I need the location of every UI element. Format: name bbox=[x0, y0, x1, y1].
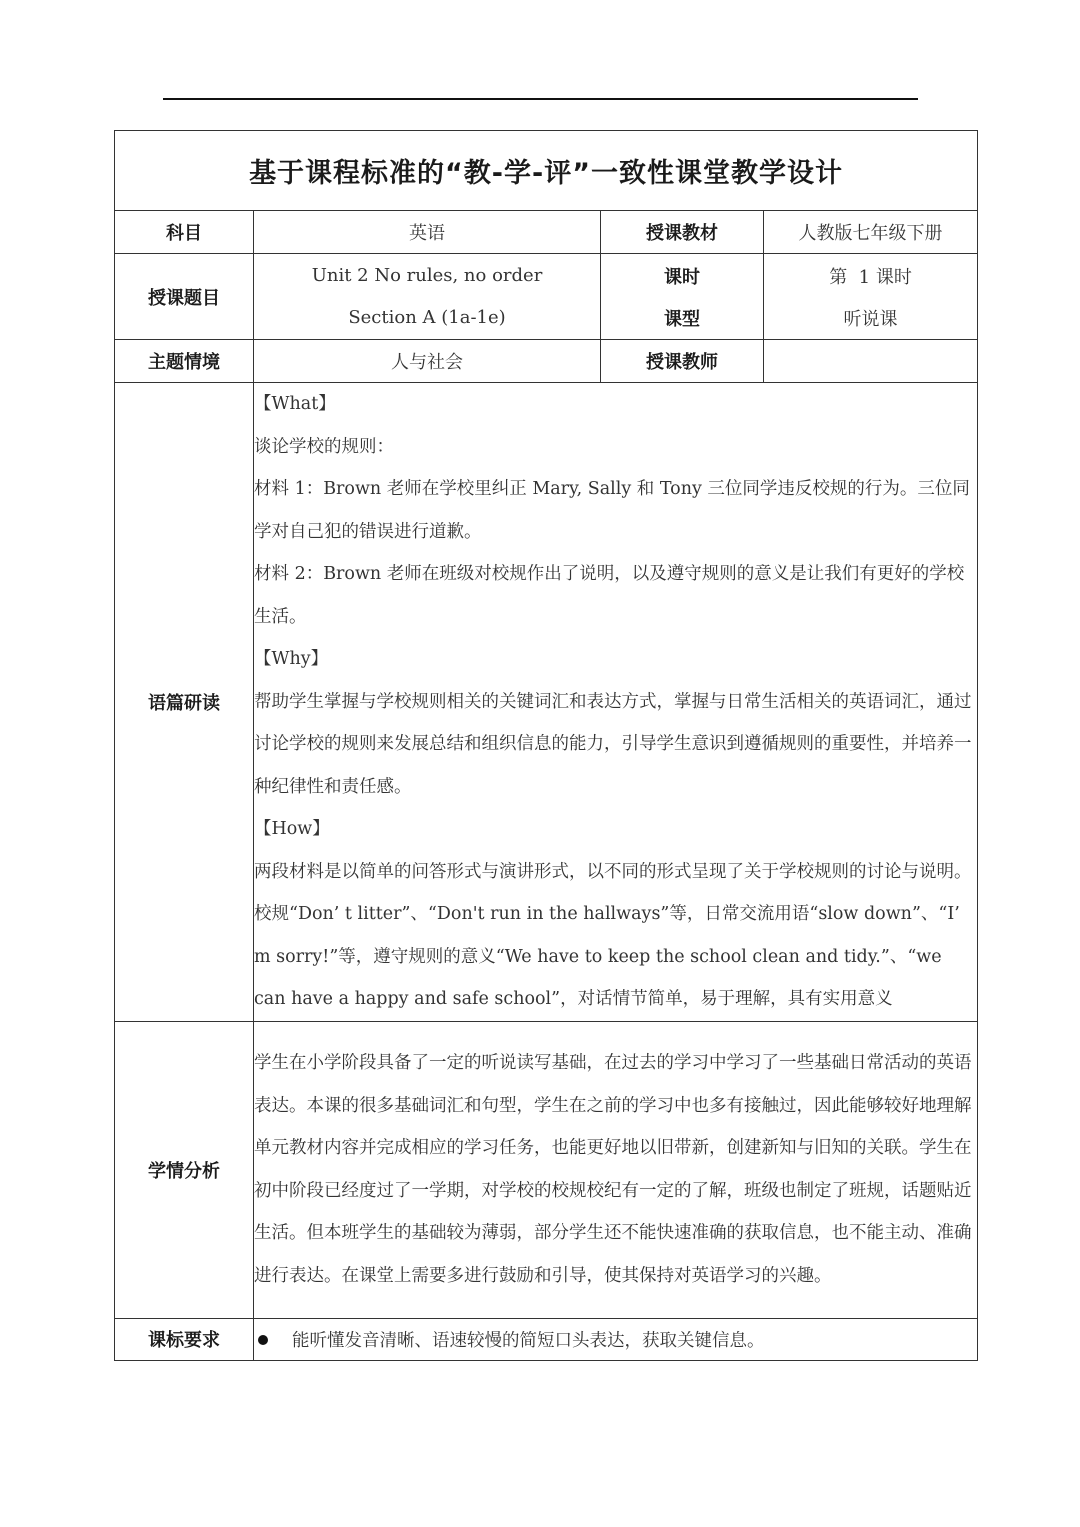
analysis-row bbox=[115, 1021, 978, 1318]
theme-label: 主题情境 bbox=[115, 340, 254, 383]
material-1: 材料 1：Brown 老师在学校里纠正 Mary, Sally 和 Tony 三位同学违反校规的行为。三位同学对自己犯的错误进行道歉。 bbox=[254, 479, 970, 542]
topic-row bbox=[115, 254, 978, 340]
subject-row bbox=[115, 211, 978, 254]
title-row bbox=[115, 131, 978, 211]
document-title: 基于课程标准的“教-学-评”一致性课堂教学设计 bbox=[115, 131, 978, 211]
standards-row bbox=[115, 1318, 978, 1360]
topic-value bbox=[254, 254, 601, 340]
period-value: 第 1 课时 bbox=[829, 266, 912, 288]
theme-value: 人与社会 bbox=[254, 340, 601, 383]
analysis-label: 学情分析 bbox=[115, 1021, 254, 1318]
topic-unit: Unit 2 No rules, no order bbox=[311, 265, 543, 286]
period-label: 课时 bbox=[664, 266, 700, 288]
standard-item: 能听懂发音清晰、语速较慢的简短口头表达，获取关键信息。 bbox=[292, 1330, 765, 1351]
what-heading: 【What】 bbox=[254, 394, 336, 414]
header-rule bbox=[163, 98, 918, 100]
what-intro: 谈论学校的规则： bbox=[254, 436, 394, 457]
how-heading: 【How】 bbox=[254, 819, 330, 839]
reading-label: 语篇研读 bbox=[115, 383, 254, 1022]
reading-content bbox=[254, 383, 978, 1022]
textbook-label: 授课教材 bbox=[601, 211, 764, 254]
subject-value: 英语 bbox=[254, 211, 601, 254]
period-type-labels bbox=[601, 254, 764, 340]
type-value: 听说课 bbox=[843, 308, 898, 330]
teacher-value bbox=[764, 340, 978, 383]
why-heading: 【Why】 bbox=[254, 649, 329, 669]
reading-row bbox=[115, 383, 978, 1022]
theme-row bbox=[115, 340, 978, 383]
subject-label: 科目 bbox=[115, 211, 254, 254]
analysis-text: 学生在小学阶段具备了一定的听说读写基础，在过去的学习中学习了一些基础日常活动的英语表达。本课的很多基础词汇和句型，学生在之前的学习中也多有接触过，因此能够较好地理解单元教材内容并完成相应的学习任务，也能更好地以旧带新，创建新知与旧知的关联。学生在初中阶段已经度过了一学期，对学校的校规校纪有一定的了解，班级也制定了班规，话题贴近生活。但本班学生的基础较为薄弱，部分学生还不能快速准确的获取信息，也不能主动、准确进行表达。在课堂上需要多进行鼓励和引导，使其保持对英语学习的兴趣。 bbox=[254, 1021, 978, 1318]
how-text: 两段材料是以简单的问答形式与演讲形式，以不同的形式呈现了关于学校规则的讨论与说明。校规“Don’ t litter”、“Don't run in the hallways”等，日常交流用语“slow down”、“I’ m sorry!”等，遵守规则的意义“We have to keep the school clean and tidy.”、“we can have a happy and safe school”，对话情节简单，易于理解，具有实用意义 bbox=[254, 861, 972, 1009]
bullet-icon bbox=[258, 1335, 268, 1345]
topic-label: 授课题目 bbox=[115, 254, 254, 340]
why-text: 帮助学生掌握与学校规则相关的关键词汇和表达方式，掌握与日常生活相关的英语词汇，通过讨论学校的规则来发展总结和组织信息的能力，引导学生意识到遵循规则的重要性，并培养一种纪律性和责任感。 bbox=[254, 691, 972, 797]
topic-section: Section A (1a-1e) bbox=[348, 307, 506, 328]
standards-content bbox=[254, 1318, 978, 1360]
textbook-value: 人教版七年级下册 bbox=[764, 211, 978, 254]
teacher-label: 授课教师 bbox=[601, 340, 764, 383]
standards-label: 课标要求 bbox=[115, 1318, 254, 1360]
type-label: 课型 bbox=[664, 308, 700, 330]
material-2: 材料 2：Brown 老师在班级对校规作出了说明，以及遵守规则的意义是让我们有更好的学校生活。 bbox=[254, 564, 965, 627]
period-type-values bbox=[764, 254, 978, 340]
lesson-design-table bbox=[114, 130, 978, 1361]
